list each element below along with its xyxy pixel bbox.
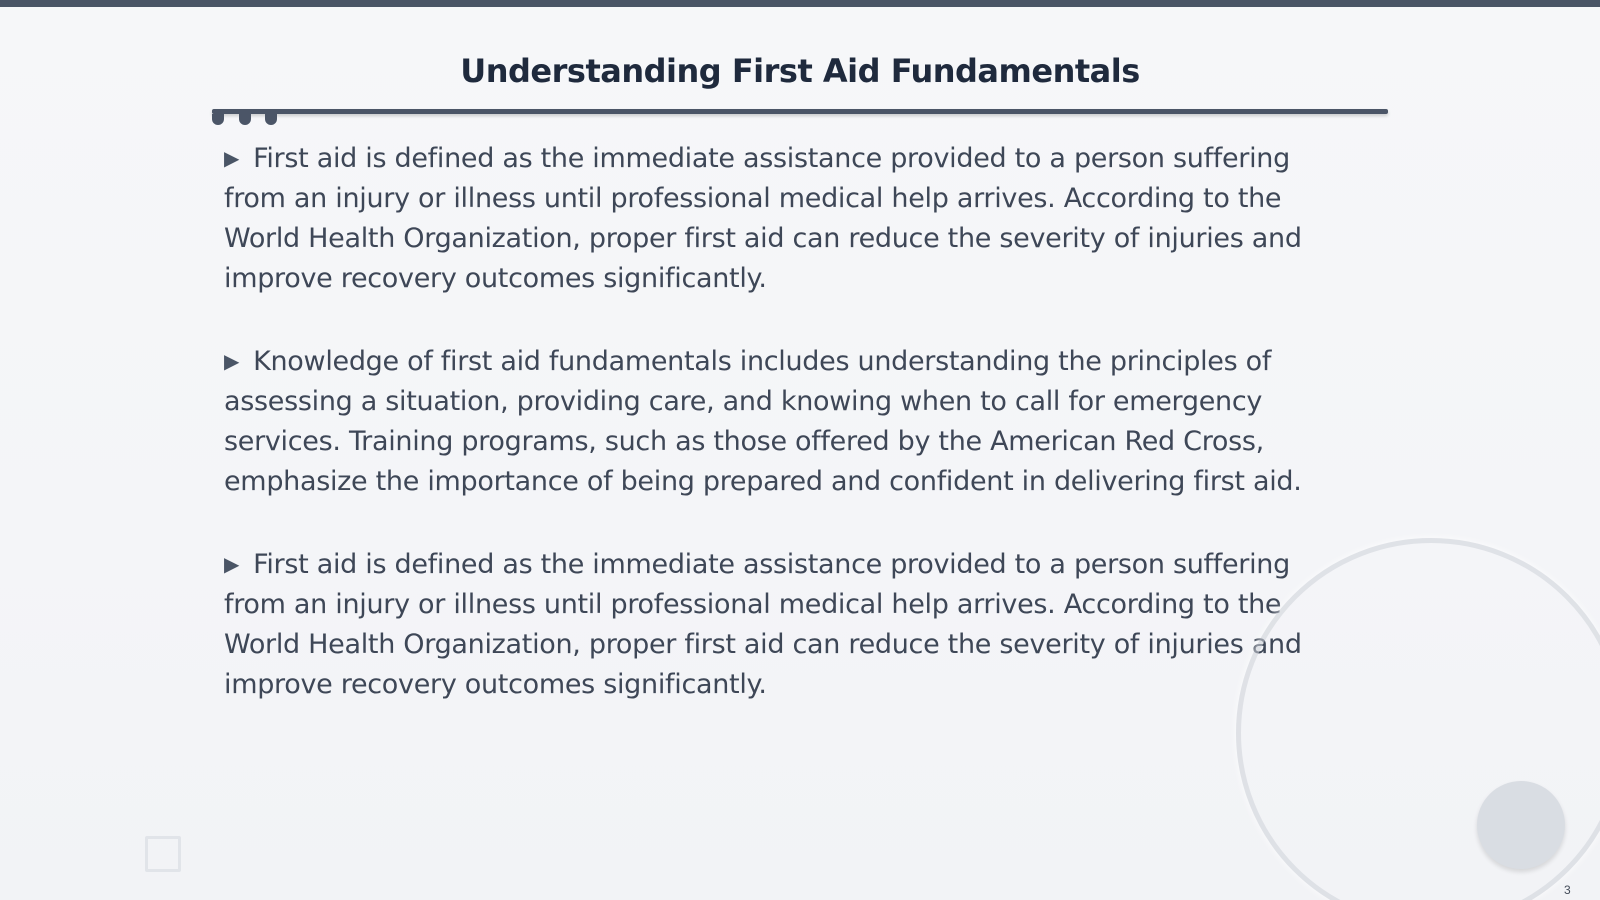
triangle-bullet-icon: ▶ bbox=[224, 146, 240, 170]
slide-title: Understanding First Aid Fundamentals bbox=[460, 52, 1140, 90]
bullet-item bbox=[224, 138, 1344, 299]
decorative-dot bbox=[265, 114, 277, 125]
decorative-square bbox=[145, 836, 181, 872]
decorative-dot bbox=[212, 114, 224, 125]
bullet-list bbox=[224, 138, 1344, 747]
bullet-text: First aid is defined as the immediate assistance provided to a person suffering from an injury or illness until professional medical help arrives. According to the World Health Organization, proper first aid can reduce the severity of injuries and improve recovery outcomes significantly. bbox=[224, 549, 1302, 700]
decorative-disc bbox=[1477, 781, 1565, 869]
bullet-item bbox=[224, 544, 1344, 705]
decorative-dot bbox=[239, 114, 251, 125]
bullet-text: Knowledge of first aid fundamentals includes understanding the principles of assessing a situation, providing care, and knowing when to call for emergency services. Training programs, such as those offered by the American Red Cross, emphasize the importance of being prepared and confident in delivering first aid. bbox=[224, 346, 1302, 497]
page-number: 3 bbox=[1564, 883, 1571, 897]
triangle-bullet-icon: ▶ bbox=[224, 552, 240, 576]
top-accent-bar bbox=[0, 0, 1600, 7]
bullet-item bbox=[224, 341, 1344, 502]
triangle-bullet-icon: ▶ bbox=[224, 349, 240, 373]
bullet-text: First aid is defined as the immediate assistance provided to a person suffering from an injury or illness until professional medical help arrives. According to the World Health Organization, proper first aid can reduce the severity of injuries and improve recovery outcomes significantly. bbox=[224, 143, 1302, 294]
title-underline bbox=[212, 109, 1388, 114]
